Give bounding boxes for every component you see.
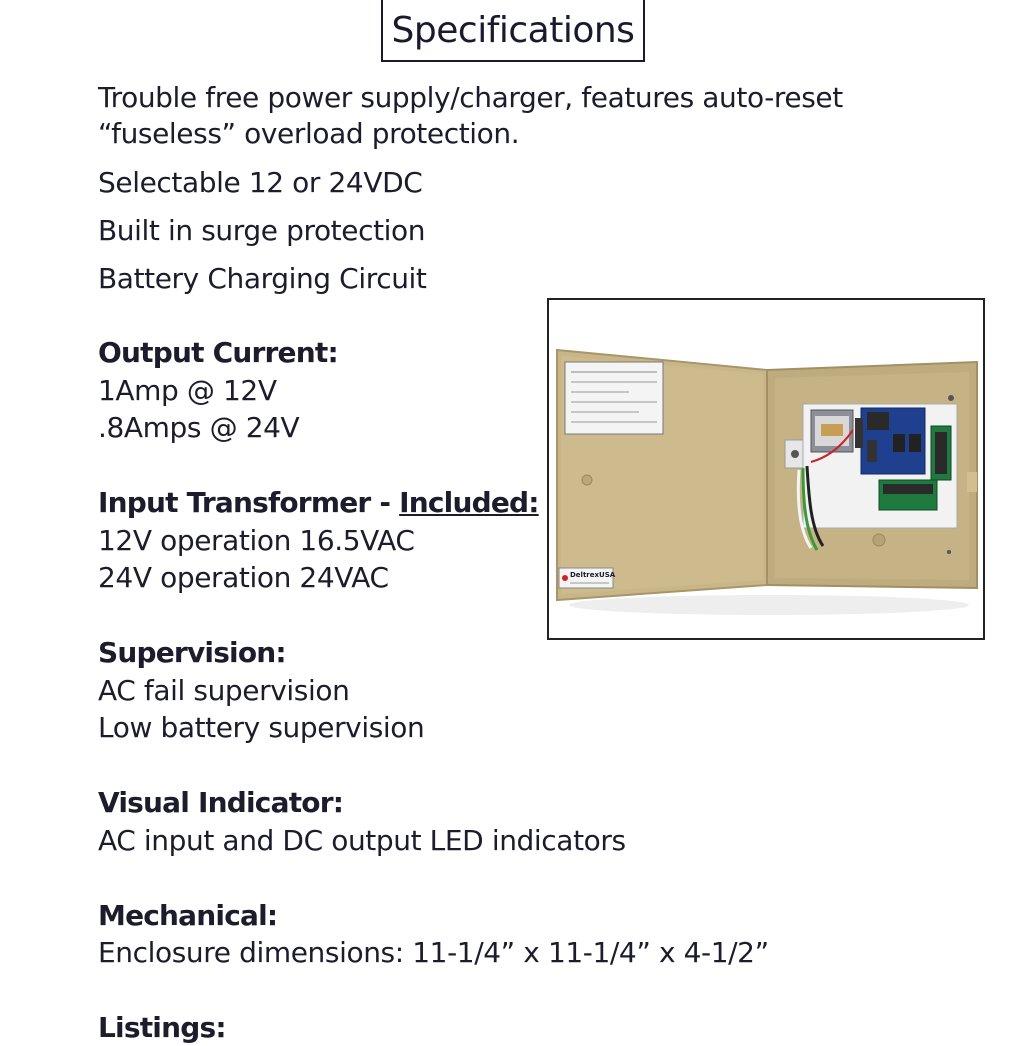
feature-battery-charging: Battery Charging Circuit [98, 262, 427, 295]
output-current-line-2: .8Amps @ 24V [98, 411, 300, 444]
supervision-line-2: Low battery supervision [98, 711, 425, 744]
visual-indicator-line-1: AC input and DC output LED indicators [98, 824, 626, 857]
power-supply-enclosure-photo-icon [549, 300, 983, 638]
product-photo [547, 298, 985, 640]
input-transformer-included: Included: [399, 486, 539, 519]
visual-indicator-heading: Visual Indicator: [98, 786, 344, 819]
mechanical-line-1: Enclosure dimensions: 11-1/4” x 11-1/4” x 4-1/2” [98, 936, 769, 969]
intro-line-2: “fuseless” overload protection. [98, 117, 520, 150]
page-title: Specifications [381, 0, 645, 62]
input-transformer-heading-main: Input Transformer - [98, 486, 400, 519]
feature-selectable-voltage: Selectable 12 or 24VDC [98, 166, 423, 199]
supervision-line-1: AC fail supervision [98, 674, 350, 707]
output-current-heading: Output Current: [98, 336, 338, 369]
supervision-heading: Supervision: [98, 636, 286, 669]
mechanical-heading: Mechanical: [98, 899, 278, 932]
feature-surge-protection: Built in surge protection [98, 214, 426, 247]
intro-line-1: Trouble free power supply/charger, features auto-reset [98, 81, 843, 114]
output-current-line-1: 1Amp @ 12V [98, 374, 277, 407]
input-transformer-heading [98, 485, 539, 521]
input-transformer-line-2: 24V operation 24VAC [98, 561, 389, 594]
input-transformer-line-1: 12V operation 16.5VAC [98, 524, 415, 557]
listings-heading: Listings: [98, 1011, 226, 1044]
brand-sticker-label: DeltrexUSA [570, 571, 616, 579]
